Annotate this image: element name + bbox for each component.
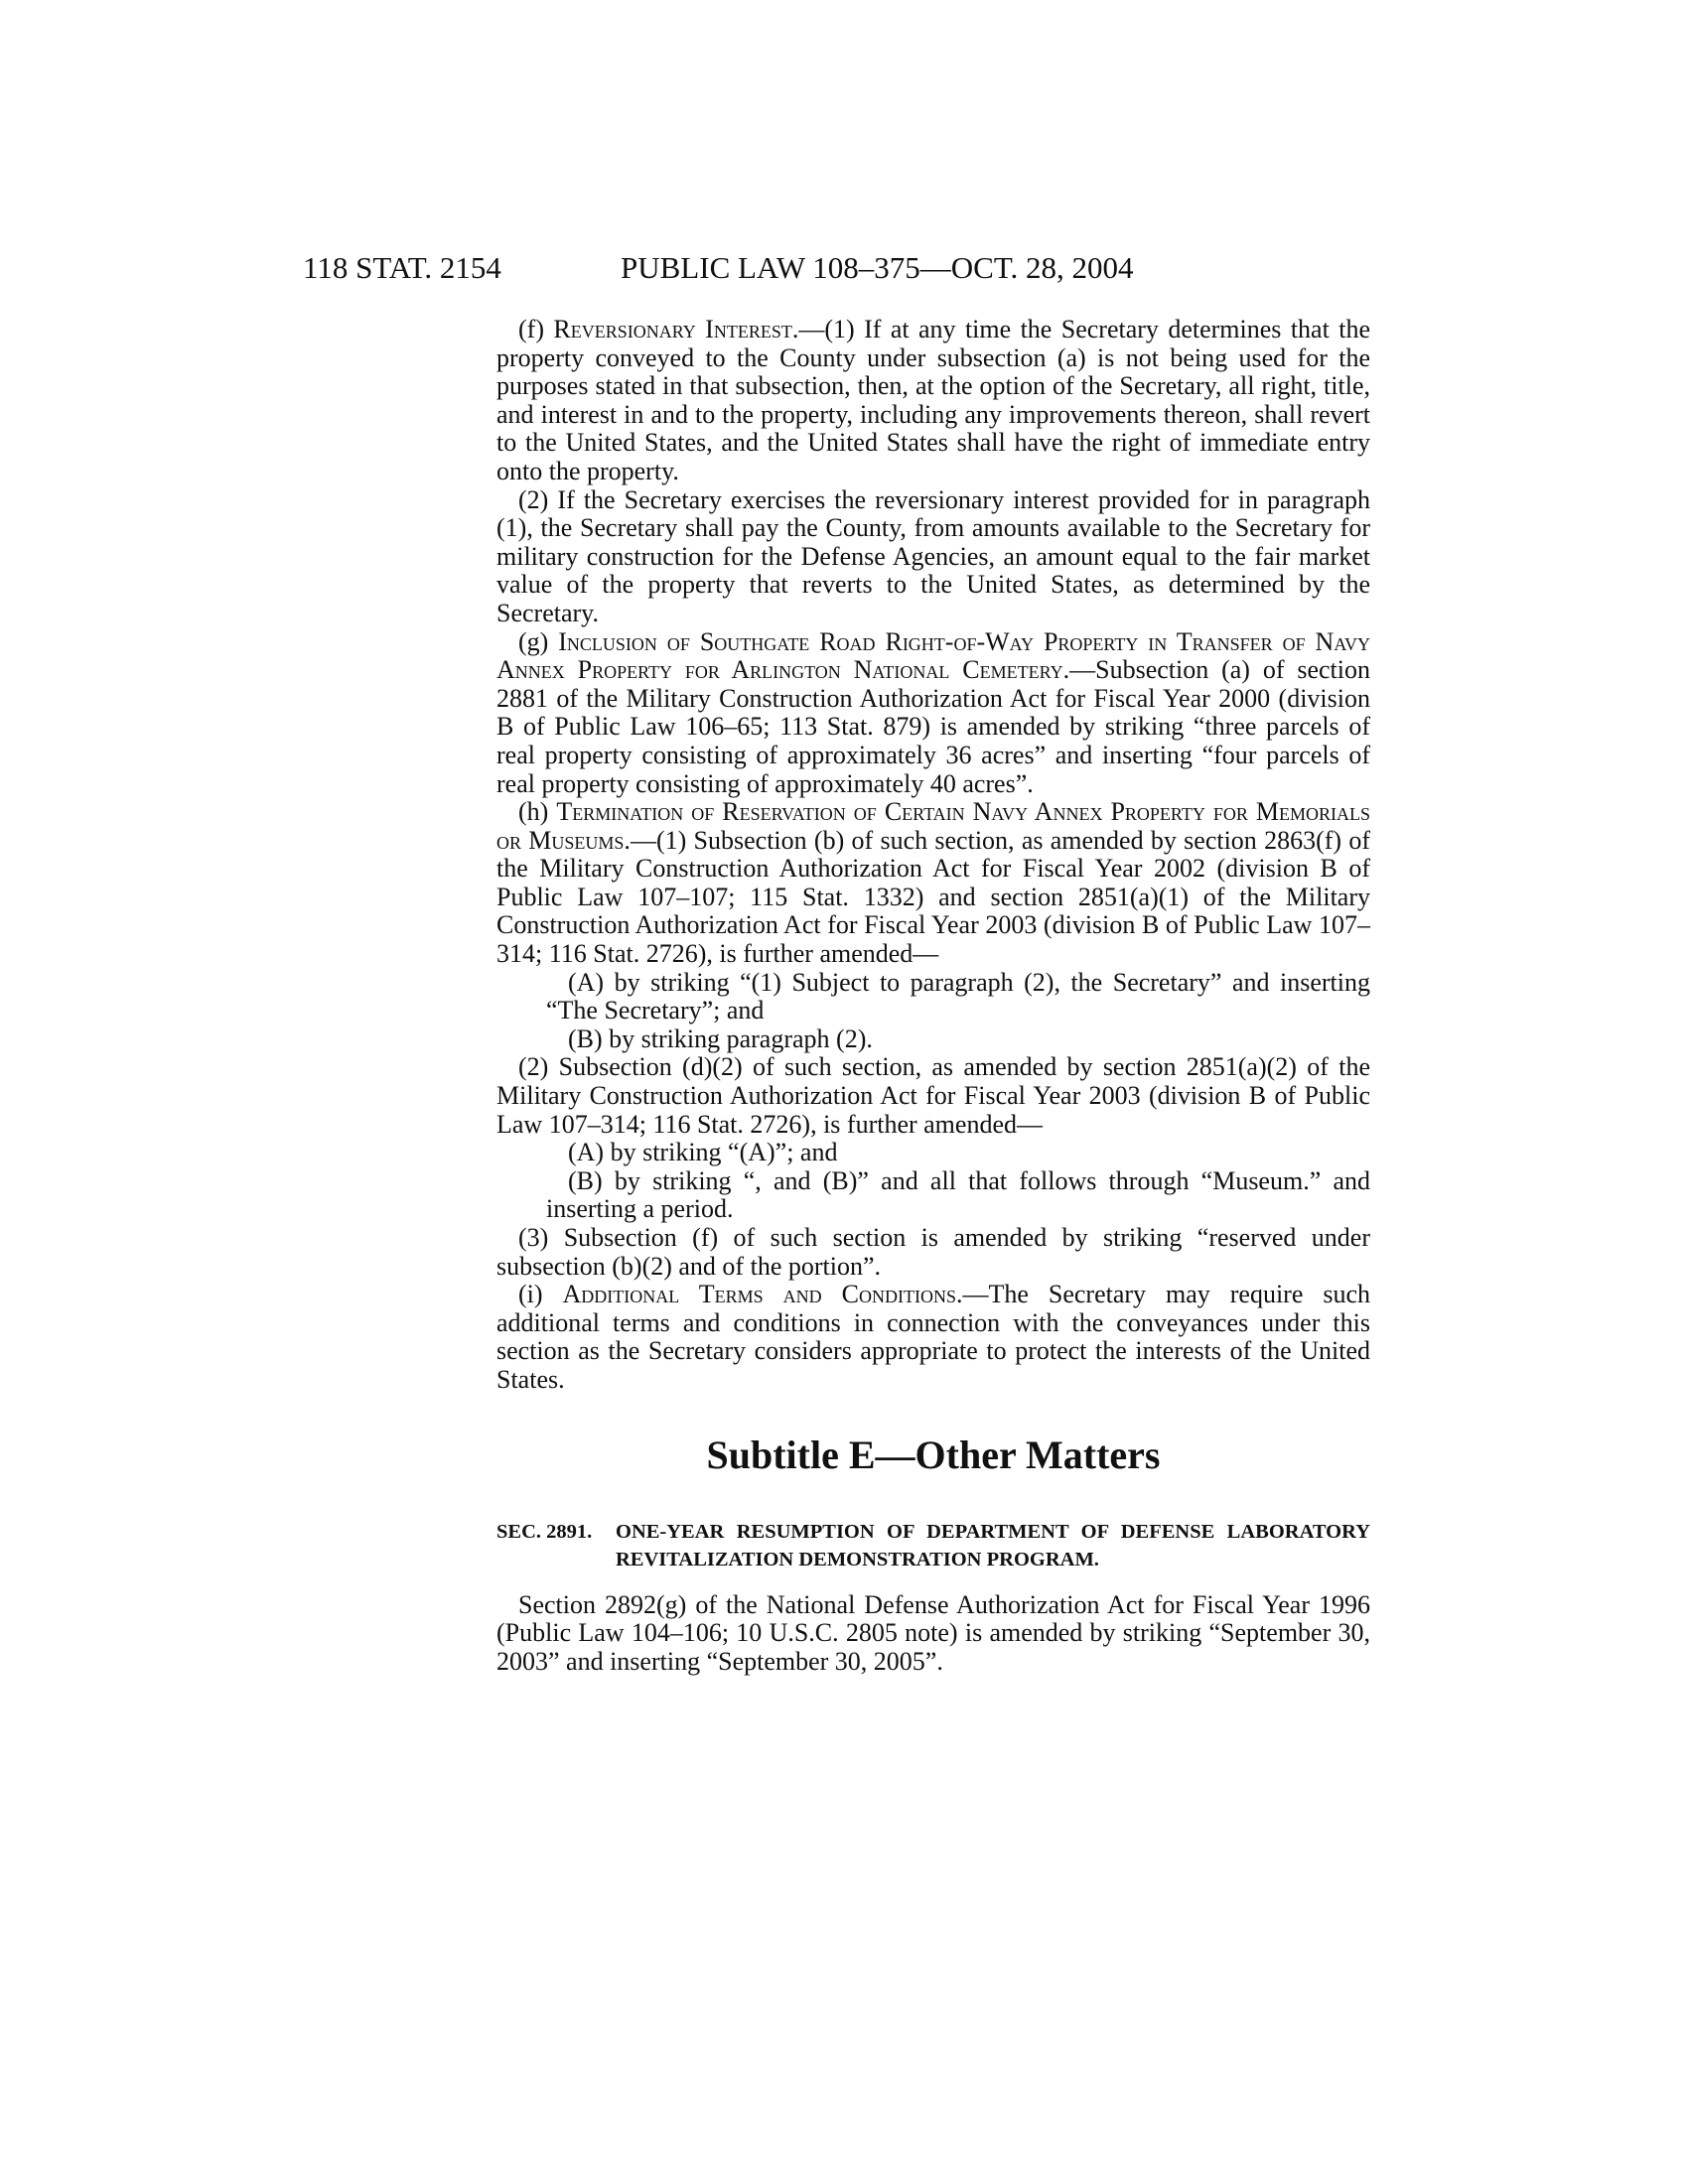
subsection-i-text: —The Secretary may require such additional terms and conditions in connection with the conveyances under this section as the Secretary considers appropriate to protect the interests of the United States.: [496, 1280, 1370, 1394]
subsection-g-heading: Inclusion of Southgate Road Right-of-Way Property in Transfer of Navy Annex Property for Arlington National Cemetery.: [496, 626, 1370, 685]
subsection-i-heading: Additional Terms and Conditions.: [562, 1280, 963, 1309]
subsection-h-paragraph-3: (3) Subsection (f) of such section is amended by striking “reserved under subsection (b)(2) and of the portion”.: [496, 1223, 1370, 1281]
subsection-f-text: —(1) If at any time the Secretary determines that the property conveyed to the County under subsection (a) is not being used for the purposes stated in that subsection, then, at the option of the Secretary, all right, title, and interest in and to the property, including any improvements thereon, shall revert to the United States, and the United States shall have the right of immediate entry onto the property.: [496, 315, 1371, 485]
subsection-h-heading: Termination of Reservation of Certain Navy Annex Property for Memorials or Museums.: [496, 797, 1370, 855]
subsection-h-1-clause-a: (A) by striking “(1) Subject to paragraph (2), the Secretary” and inserting “The Secretary”; and: [546, 967, 1370, 1025]
subsection-g-paragraph: (g) Inclusion of Southgate Road Right-of-Way Property in Transfer of Navy Annex Property for Arlington National Cemetery.—Subsection (a) of section 2881 of the Military Construction Authorization Act for Fiscal Year 2000 (division B of Public Law 106–65; 113 Stat. 879) is amended by striking “three parcels of real property consisting of approximately 36 acres” and inserting “four parcels of real property consisting of approximately 40 acres”.: [496, 626, 1370, 798]
stat-reference: 118 STAT. 2154: [303, 250, 501, 285]
section-2891-heading: [496, 1518, 1370, 1573]
subsection-i-paragraph: (i) Additional Terms and Conditions.—The Secretary may require such additional terms and conditions in connection with the conveyances under this section as the Secretary considers appropriate to protect the interests of the United States.: [496, 1280, 1370, 1394]
subsection-g-text: —Subsection (a) of section 2881 of the Military Construction Authorization Act for Fiscal Year 2000 (division B of Public Law 106–65; 113 Stat. 879) is amended by striking “three parcels of real property consisting of approximately 36 acres” and inserting “four parcels of real property consisting of approximately 40 acres”.: [496, 655, 1370, 798]
subtitle-heading: Subtitle E—Other Matters: [706, 1432, 1161, 1477]
subsection-f-paragraph-1: (f) Reversionary Interest.—(1) If at any time the Secretary determines that the property conveyed to the County under subsection (a) is not being used for the purposes stated in that subsection, then, at the option of the Secretary, all right, title, and interest in and to the property, including any improvements thereon, shall revert to the United States, and the United States shall have the right of immediate entry onto the property.: [496, 315, 1371, 485]
section-2891-text: Section 2892(g) of the National Defense Authorization Act for Fiscal Year 1996 (Public Law 104–106; 10 U.S.C. 2805 note) is amended by striking “September 30, 2003” and inserting “September 30, 2005”.: [496, 1589, 1370, 1676]
subsection-h-2-clause-a: (A) by striking “(A)”; and: [568, 1138, 838, 1167]
subsection-h-paragraph-1: (h) Termination of Reservation of Certain Navy Annex Property for Memorials or Museums.—(1) Subsection (b) of such section, as amended by section 2863(f) of the Military Construction Authorization Act for Fiscal Year 2002 (division B of Public Law 107–107; 115 Stat. 1332) and section 2851(a)(1) of the Military Construction Authorization Act for Fiscal Year 2003 (division B of Public Law 107–314; 116 Stat. 2726), is further amended—: [496, 797, 1370, 969]
subsection-h-text: —(1) Subsection (b) of such section, as amended by section 2863(f) of the Military Construction Authorization Act for Fiscal Year 2002 (division B of Public Law 107–107; 115 Stat. 1332) and section 2851(a)(1) of the Military Construction Authorization Act for Fiscal Year 2003 (division B of Public Law 107–314; 116 Stat. 2726), is further amended—: [496, 825, 1370, 969]
subsection-h-2-clause-b: (B) by striking “, and (B)” and all that follows through “Museum.” and inserting a period.: [546, 1165, 1370, 1224]
public-law-reference: PUBLIC LAW 108–375—OCT. 28, 2004: [621, 250, 1134, 285]
subsection-h-1-clause-b: (B) by striking paragraph (2).: [568, 1024, 873, 1053]
section-2891-title: ONE-YEAR RESUMPTION OF DEPARTMENT OF DEFENSE LABORATORY REVITALIZATION DEMONSTRATION PROGRAM.: [616, 1520, 1370, 1570]
running-head: [303, 248, 1465, 288]
subsection-f-heading: Reversionary Interest.: [553, 315, 799, 343]
subsection-f-paragraph-2: (2) If the Secretary exercises the reversionary interest provided for in paragraph (1), the Secretary shall pay the County, from amounts available to the Secretary for military construction for the Defense Agencies, an amount equal to the fair market value of the property that reverts to the United States, as determined by the Secretary.: [496, 484, 1370, 627]
subsection-h-paragraph-2: (2) Subsection (d)(2) of such section, as amended by section 2851(a)(2) of the Military Construction Authorization Act for Fiscal Year 2003 (division B of Public Law 107–314; 116 Stat. 2726), is further amended—: [496, 1052, 1370, 1139]
section-2891-number: SEC. 2891.: [496, 1520, 593, 1543]
document-body: [496, 316, 1370, 1676]
